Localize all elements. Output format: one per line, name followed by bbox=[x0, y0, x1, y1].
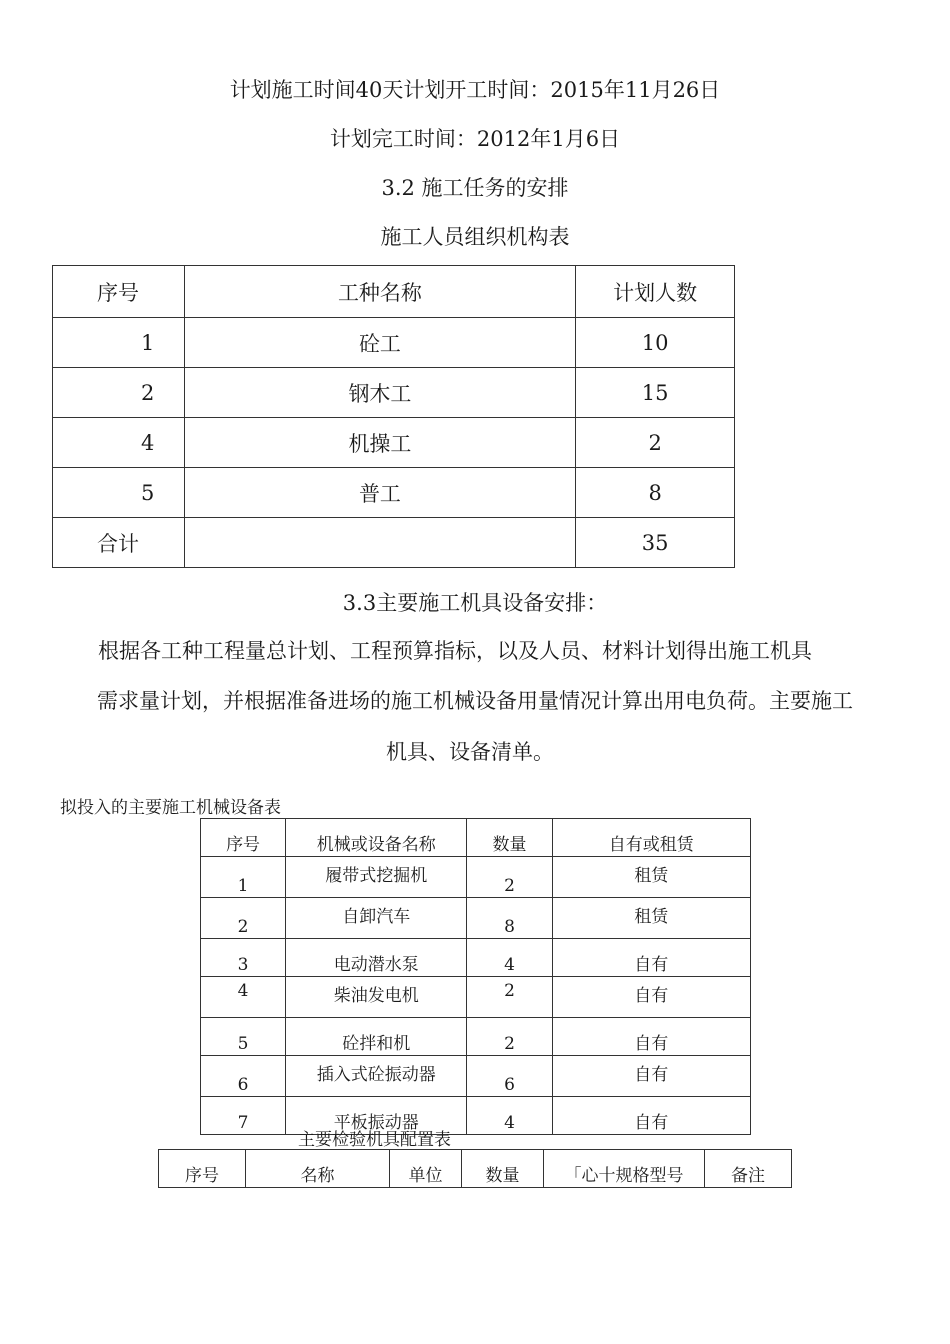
table-cell: 租赁 bbox=[552, 898, 750, 939]
section-3-3-heading: 3.3主要施工机具设备安排： bbox=[342, 591, 608, 615]
table-cell: 电动潜水泵 bbox=[286, 939, 467, 977]
table-cell: 平板振动器 bbox=[286, 1097, 467, 1135]
table-cell: 7 bbox=[201, 1097, 286, 1135]
table-cell: 8 bbox=[576, 468, 735, 518]
table-cell: 4 bbox=[467, 939, 552, 977]
plan-completion-line: 计划完工时间：2012年1月6日 bbox=[329, 127, 621, 151]
plan-time-line: 计划施工时间40天计划开工时间：2015年11月26日 bbox=[229, 78, 721, 102]
table-row bbox=[201, 977, 751, 1018]
equipment-table-caption: 拟投入的主要施工机械设备表 bbox=[60, 798, 281, 818]
paragraph-line-2: 需求量计划，并根据准备进场的施工机械设备用量情况计算出用电负荷。主要施工 bbox=[97, 689, 853, 713]
table-row bbox=[201, 1018, 751, 1056]
total-row bbox=[53, 518, 735, 568]
header-cell: 序号 bbox=[53, 266, 185, 318]
table-cell: 8 bbox=[467, 898, 552, 939]
table-cell: 1 bbox=[201, 857, 286, 898]
table-cell: 砼工 bbox=[184, 318, 576, 368]
table-row bbox=[201, 857, 751, 898]
table-cell: 租赁 bbox=[552, 857, 750, 898]
table-cell: 砼拌和机 bbox=[286, 1018, 467, 1056]
table-cell: 插入式砼振动器 bbox=[286, 1056, 467, 1097]
table-cell: 1 bbox=[53, 318, 185, 368]
header-cell: 名称 bbox=[246, 1150, 390, 1188]
table-cell: 普工 bbox=[184, 468, 576, 518]
table-cell: 2 bbox=[467, 1018, 552, 1056]
total-label: 合计 bbox=[53, 518, 185, 568]
table-cell: 5 bbox=[53, 468, 185, 518]
inspection-table-caption: 主要检验机具配置表 bbox=[298, 1130, 451, 1150]
inspection-table bbox=[158, 1149, 792, 1188]
table-cell: 自卸汽车 bbox=[286, 898, 467, 939]
table-row bbox=[53, 368, 735, 418]
header-cell: 数量 bbox=[462, 1150, 544, 1188]
total-value: 35 bbox=[576, 518, 735, 568]
equipment-table bbox=[200, 818, 751, 1135]
table-cell: 柴油发电机 bbox=[286, 977, 467, 1018]
table-row bbox=[53, 418, 735, 468]
table-cell: 5 bbox=[201, 1018, 286, 1056]
table-row bbox=[201, 898, 751, 939]
header-cell: 计划人数 bbox=[576, 266, 735, 318]
staff-table-title: 施工人员组织机构表 bbox=[380, 225, 570, 249]
table-cell: 15 bbox=[576, 368, 735, 418]
table-header-row bbox=[53, 266, 735, 318]
table-cell: 3 bbox=[201, 939, 286, 977]
table-cell: 2 bbox=[467, 977, 552, 1018]
table-cell: 履带式挖掘机 bbox=[286, 857, 467, 898]
table-cell: 自有 bbox=[552, 1056, 750, 1097]
table-cell: 4 bbox=[201, 977, 286, 1018]
header-cell: 自有或租赁 bbox=[552, 819, 750, 857]
table-header-row bbox=[159, 1150, 792, 1188]
table-row bbox=[53, 468, 735, 518]
table-cell: 自有 bbox=[552, 977, 750, 1018]
table-cell: 6 bbox=[467, 1056, 552, 1097]
header-cell: 单位 bbox=[390, 1150, 462, 1188]
table-cell-empty bbox=[184, 518, 576, 568]
table-cell: 4 bbox=[467, 1097, 552, 1135]
table-cell: 自有 bbox=[552, 939, 750, 977]
table-cell: 自有 bbox=[552, 1097, 750, 1135]
table-row bbox=[201, 1097, 751, 1135]
table-cell: 10 bbox=[576, 318, 735, 368]
table-row bbox=[53, 318, 735, 368]
table-cell: 6 bbox=[201, 1056, 286, 1097]
header-cell: 序号 bbox=[201, 819, 286, 857]
table-cell: 机操工 bbox=[184, 418, 576, 468]
header-cell: 备注 bbox=[705, 1150, 792, 1188]
section-3-2-heading: 3.2 施工任务的安排 bbox=[381, 176, 569, 200]
table-header-row bbox=[201, 819, 751, 857]
table-row bbox=[201, 939, 751, 977]
paragraph-line-1: 根据各工种工程量总计划、工程预算指标，以及人员、材料计划得出施工机具 bbox=[98, 639, 812, 663]
table-cell: 4 bbox=[53, 418, 185, 468]
staff-table bbox=[52, 265, 735, 568]
table-row bbox=[201, 1056, 751, 1097]
table-cell: 自有 bbox=[552, 1018, 750, 1056]
paragraph-line-3: 机具、设备清单。 bbox=[386, 740, 554, 764]
header-cell: 序号 bbox=[159, 1150, 246, 1188]
header-cell: 工种名称 bbox=[184, 266, 576, 318]
table-cell: 钢木工 bbox=[184, 368, 576, 418]
table-cell: 2 bbox=[201, 898, 286, 939]
header-cell: 「心十规格型号 bbox=[544, 1150, 705, 1188]
table-cell: 2 bbox=[53, 368, 185, 418]
header-cell: 机械或设备名称 bbox=[286, 819, 467, 857]
table-cell: 2 bbox=[467, 857, 552, 898]
table-cell: 2 bbox=[576, 418, 735, 468]
header-cell: 数量 bbox=[467, 819, 552, 857]
